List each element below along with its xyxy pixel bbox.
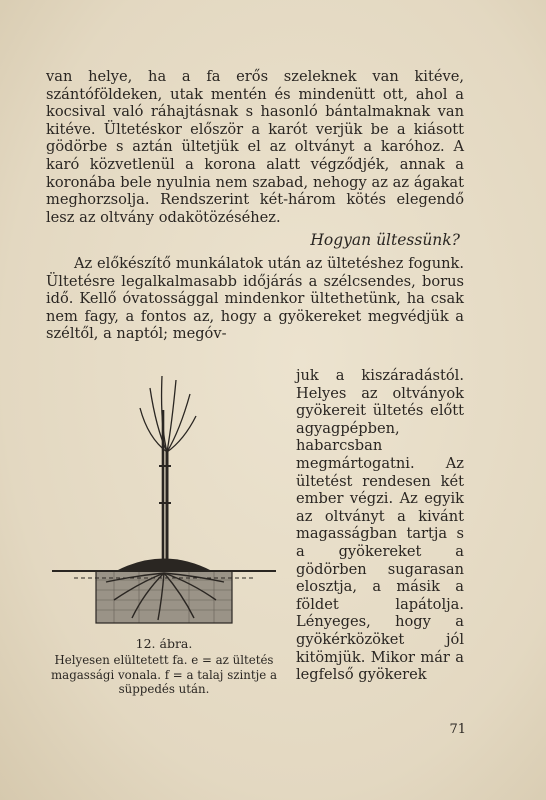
paragraph-2: Az előkészítő munkálatok után az ültetéshez fogunk. Ültetésre legalkalmasabb időjárás a szélcsendes, borus idő. Kellő óvatossággal mindenkor ültethetünk, ha csak nem fagy, a fontos az, hogy a gyökereket megvédjük a széltől, a naptól; megóv- [46, 254, 464, 343]
section-heading: Hogyan ültessünk? [310, 231, 460, 250]
page-number: 71 [449, 722, 466, 737]
tree-planting-illustration [44, 368, 284, 633]
figure-12 [44, 368, 284, 698]
ties [159, 466, 171, 503]
crown-branches [140, 376, 196, 452]
figure-caption: Helyesen elültetett fa. e = az ültetés magassági vonala. f = a talaj szintje a süppedés után. [50, 653, 278, 696]
figure-number: 12. ábra. [135, 636, 193, 651]
paragraph-3: juk a kiszáradástól. Helyes az oltványok gyökereit ültetés előtt agyagpépben, habarcsban megmártogatni. Az ültetést rendesen két ember végzi. Az egyik az oltványt a kivánt magasságban tartja s a gyökereket a gödörben sugarasan elosztja, a másik a földet lapátolja. Lényeges, hogy a gyökérközöket jól kitömjük. Mikor már a legfelső gyökerek [296, 367, 464, 684]
wrapped-text-column [296, 367, 464, 684]
paragraph-1: van helye, ha a fa erős szeleknek van kitéve, szántóföldeken, utak mentén és mindenütt ott, ahol a kocsival való ráhajtásnak s hasonló bántalmaknak van kitéve. Ültetéskor először a karót verjük be a kiásott gödörbe s aztán ültetjük el az oltványt a karóhoz. A karó közvetlenül a korona alatt végződjék, annak a koronába bele nyulnia nem szabad, nehogy az az ágakat meghorzsolja. Rendszerint két-három kötés elegendő lesz az oltvány odakötözéséhez. [46, 68, 464, 226]
main-text [46, 68, 464, 343]
